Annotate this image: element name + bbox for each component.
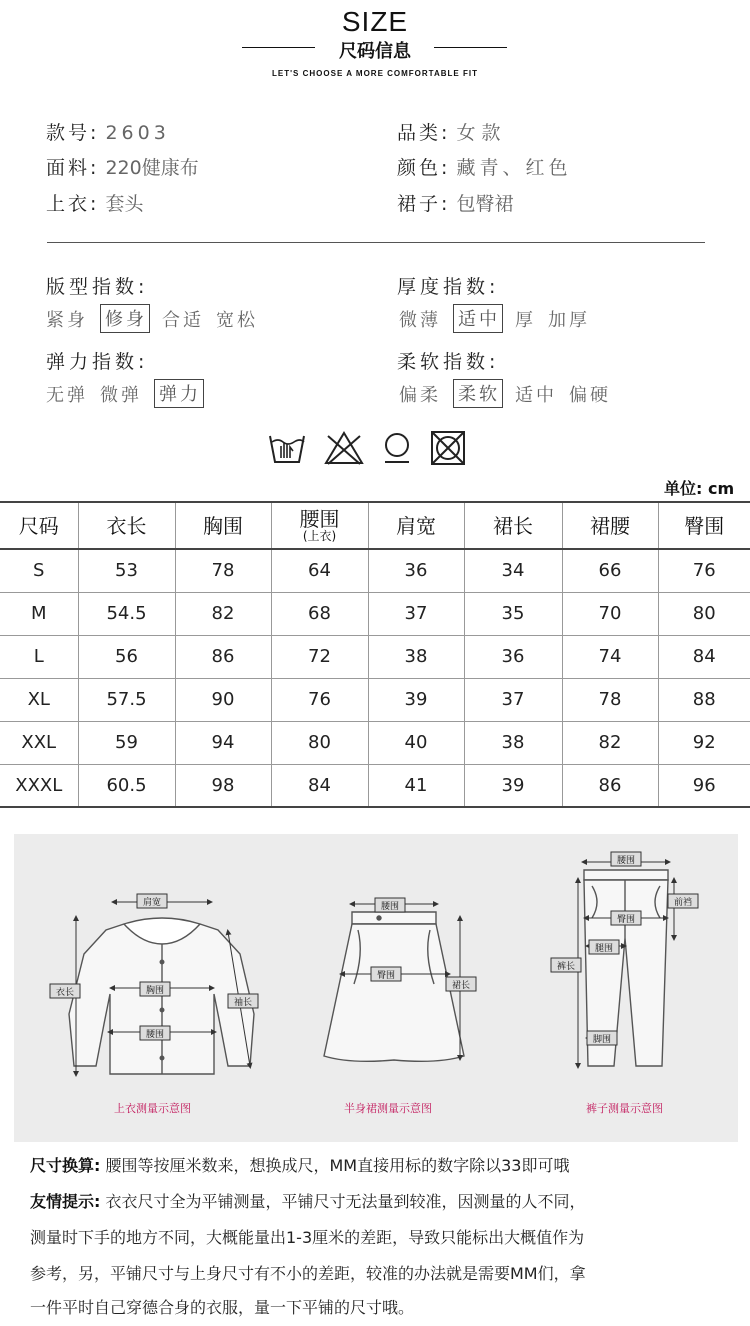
svg-text:腰围: 腰围	[616, 856, 636, 866]
table-row	[0, 549, 750, 592]
top-diagram-caption: 上衣测量示意图	[114, 1102, 191, 1115]
elasticity-index-title: 弹力指数:	[46, 351, 149, 373]
header-title: SIZE	[341, 6, 409, 37]
thickness-index-options	[399, 304, 590, 333]
table-cell: 74	[562, 635, 658, 678]
table-cell: 90	[175, 678, 271, 721]
table-cell: 57.5	[78, 678, 175, 721]
color-value: 藏青、红色	[456, 157, 572, 179]
fit-option-selected: 修身	[100, 304, 150, 333]
softness-index-title: 柔软指数:	[397, 351, 500, 373]
hand-wash-icon	[267, 428, 307, 468]
thickness-index-title: 厚度指数:	[397, 276, 500, 298]
elasticity-option: 微弹	[100, 384, 142, 406]
table-header-cell: 尺码	[0, 502, 78, 549]
table-cell: S	[0, 549, 78, 592]
table-cell: 92	[658, 721, 750, 764]
table-cell: 76	[271, 678, 368, 721]
table-cell: 40	[368, 721, 464, 764]
table-cell: 68	[271, 592, 368, 635]
table-cell: 86	[562, 764, 658, 807]
table-cell: 78	[175, 549, 271, 592]
table-cell: 80	[658, 592, 750, 635]
elasticity-option-selected: 弹力	[154, 379, 204, 408]
table-cell: 37	[368, 592, 464, 635]
size-table	[0, 501, 750, 808]
table-cell: XL	[0, 678, 78, 721]
tip-note-line-2: 测量时下手的地方不同，大概能量出1-3厘米的差距，导致只能标出大概值作为	[30, 1228, 585, 1247]
table-cell: 35	[464, 592, 562, 635]
table-cell: 80	[271, 721, 368, 764]
no-bleach-icon	[322, 428, 366, 468]
table-cell: 38	[464, 721, 562, 764]
fit-index-title: 版型指数:	[46, 276, 149, 298]
skirt-value: 包臀裙	[456, 193, 514, 215]
header-tagline: LET'S CHOOSE A MORE COMFORTABLE FIT	[272, 69, 478, 78]
unit-label: 单位: cm	[664, 479, 735, 498]
table-cell: 38	[368, 635, 464, 678]
elasticity-option: 无弹	[46, 384, 88, 406]
table-cell: 78	[562, 678, 658, 721]
table-cell: 94	[175, 721, 271, 764]
thickness-option: 加厚	[548, 309, 590, 331]
fabric-value: 220健康布	[105, 157, 199, 179]
info-color: 颜色: 藏青、红色	[397, 157, 572, 179]
header-subtitle: 尺码信息	[339, 41, 411, 62]
info-divider	[47, 242, 705, 243]
table-cell: 39	[368, 678, 464, 721]
skirt-diagram	[324, 912, 464, 1061]
svg-text:脚围: 脚围	[592, 1035, 612, 1045]
table-cell: 86	[175, 635, 271, 678]
style-no-value: 2603	[105, 122, 170, 144]
table-cell: 39	[464, 764, 562, 807]
softness-option: 适中	[515, 384, 557, 406]
svg-text:腿围: 腿围	[594, 944, 614, 954]
fit-option: 宽松	[216, 309, 258, 331]
header-line-right	[434, 47, 507, 48]
info-category: 品类: 女款	[397, 122, 507, 144]
table-cell: 54.5	[78, 592, 175, 635]
table-header-cell: 肩宽	[368, 502, 464, 549]
table-cell: 98	[175, 764, 271, 807]
svg-text:胸围: 胸围	[145, 986, 165, 996]
table-cell: 82	[175, 592, 271, 635]
conversion-note	[30, 1148, 735, 1184]
table-cell: 37	[464, 678, 562, 721]
svg-text:肩宽: 肩宽	[142, 898, 162, 908]
tip-label: 友情提示:	[30, 1192, 101, 1211]
tip-note-line-1	[30, 1184, 735, 1220]
svg-text:裤长: 裤长	[556, 962, 576, 972]
table-cell: 76	[658, 549, 750, 592]
table-header-row	[0, 502, 750, 549]
svg-text:腰围: 腰围	[380, 902, 400, 912]
table-cell: 84	[658, 635, 750, 678]
table-header-cell: 裙腰	[562, 502, 658, 549]
measurement-diagrams	[14, 834, 738, 1142]
svg-text:前裆: 前裆	[673, 898, 693, 908]
softness-option: 偏硬	[569, 384, 611, 406]
table-header-cell: 裙长	[464, 502, 562, 549]
svg-text:衣长: 衣长	[55, 988, 75, 998]
tip-text: 衣衣尺寸全为平铺测量，平铺尺寸无法量到较准，因测量的人不同，	[105, 1192, 586, 1211]
tumble-dry-icon	[380, 428, 414, 468]
category-value: 女款	[456, 122, 507, 144]
fit-option: 紧身	[46, 309, 88, 331]
info-top: 上衣: 套头	[46, 193, 144, 215]
info-skirt: 裙子: 包臀裙	[397, 193, 514, 215]
table-cell: 84	[271, 764, 368, 807]
svg-text:臀围: 臀围	[376, 971, 396, 981]
thickness-option-selected: 适中	[453, 304, 503, 333]
softness-option-selected: 柔软	[453, 379, 503, 408]
fit-option: 合适	[162, 309, 204, 331]
svg-text:腰围: 腰围	[145, 1030, 165, 1040]
svg-text:裙长: 裙长	[451, 981, 471, 991]
table-row	[0, 721, 750, 764]
table-cell: 70	[562, 592, 658, 635]
table-row	[0, 678, 750, 721]
thickness-option: 微薄	[399, 309, 441, 331]
table-cell: 36	[368, 549, 464, 592]
info-fabric: 面料: 220健康布	[46, 157, 199, 179]
conversion-text: 腰围等按厘米数来，想换成尺，MM直接用标的数字除以33即可哦	[105, 1156, 570, 1175]
fit-index-options	[46, 304, 258, 333]
table-cell: XXL	[0, 721, 78, 764]
thickness-option: 厚	[515, 309, 536, 331]
table-cell: 59	[78, 721, 175, 764]
table-row	[0, 764, 750, 807]
table-cell: 72	[271, 635, 368, 678]
svg-text:臀围: 臀围	[616, 915, 636, 925]
table-cell: 56	[78, 635, 175, 678]
tip-note-line-4: 一件平时自己穿德合身的衣服，量一下平铺的尺寸哦。	[30, 1298, 415, 1317]
table-row	[0, 635, 750, 678]
table-cell: 60.5	[78, 764, 175, 807]
skirt-diagram-caption: 半身裙测量示意图	[344, 1102, 432, 1115]
conversion-label: 尺寸换算:	[30, 1156, 101, 1175]
table-cell: L	[0, 635, 78, 678]
table-cell: M	[0, 592, 78, 635]
table-cell: 96	[658, 764, 750, 807]
table-cell: 64	[271, 549, 368, 592]
top-value: 套头	[105, 193, 144, 215]
table-cell: 36	[464, 635, 562, 678]
tip-note-line-3: 参考，另，平铺尺寸与上身尺寸有不小的差距，较准的办法就是需要MM们，拿	[30, 1264, 586, 1283]
table-header-cell: 腰围 (上衣)	[271, 502, 368, 549]
table-cell: 34	[464, 549, 562, 592]
info-style-no: 款号: 2603	[46, 122, 170, 144]
table-header-cell: 胸围	[175, 502, 271, 549]
no-tumble-dry-icon	[429, 428, 467, 468]
svg-text:袖长: 袖长	[233, 998, 253, 1008]
table-header-cell: 臀围	[658, 502, 750, 549]
pants-diagram-caption: 裤子测量示意图	[586, 1102, 663, 1115]
measurement-diagram-panel	[14, 834, 738, 1142]
table-cell: 82	[562, 721, 658, 764]
table-row	[0, 592, 750, 635]
table-cell: 53	[78, 549, 175, 592]
table-cell: 41	[368, 764, 464, 807]
softness-option: 偏柔	[399, 384, 441, 406]
table-cell: 88	[658, 678, 750, 721]
table-cell: 66	[562, 549, 658, 592]
table-header-cell: 衣长	[78, 502, 175, 549]
elasticity-index-options	[46, 379, 204, 408]
table-cell: XXXL	[0, 764, 78, 807]
softness-index-options	[399, 379, 611, 408]
